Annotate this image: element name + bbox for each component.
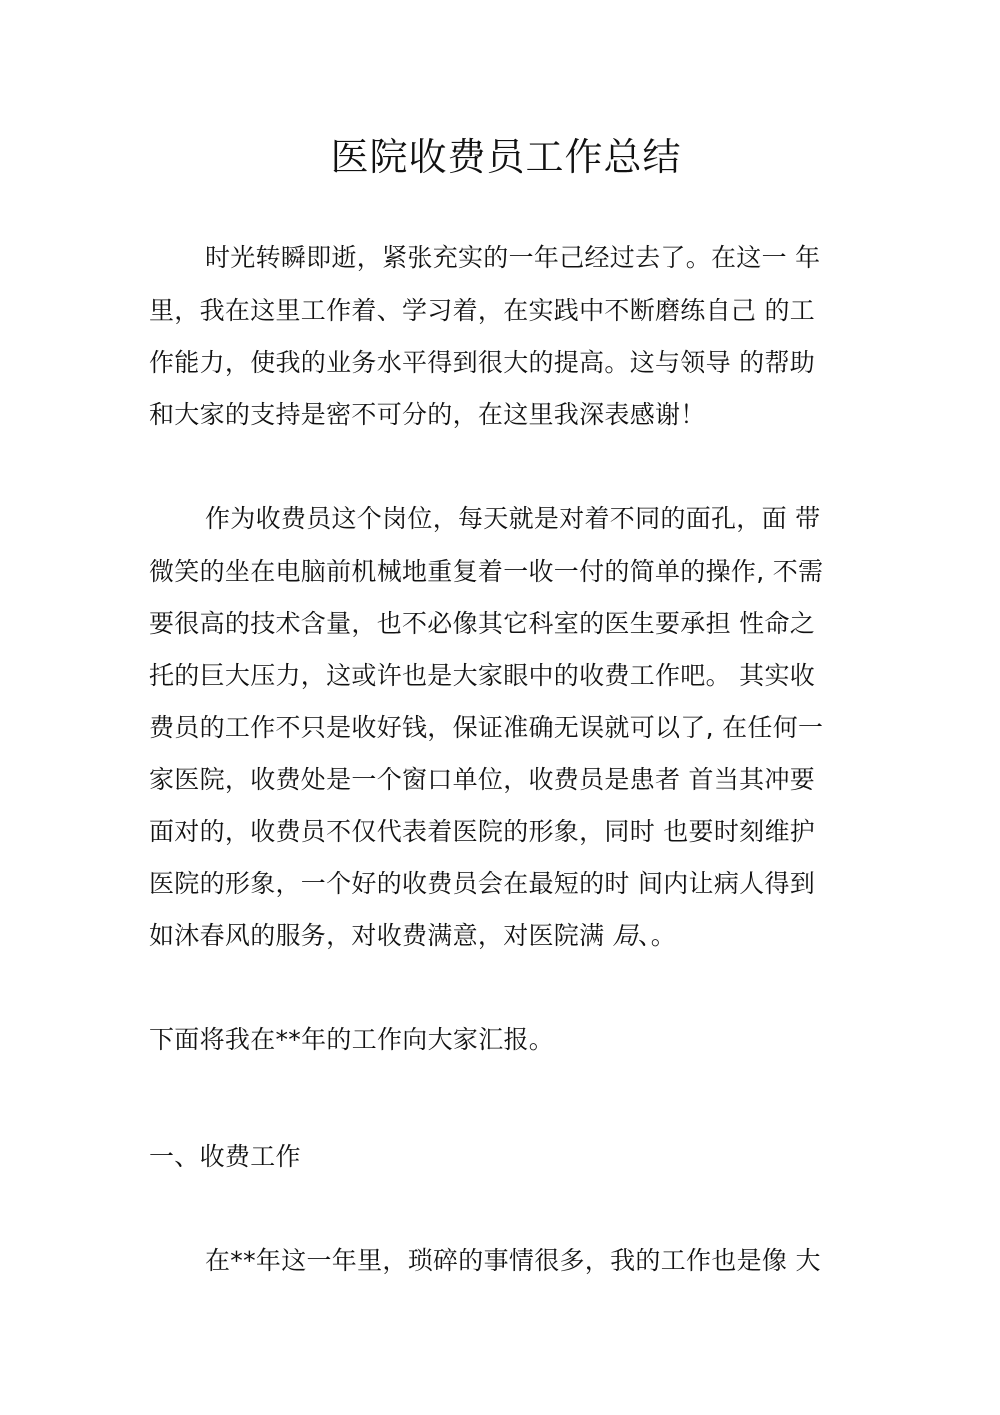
text-line: 时光转瞬即逝，紧张充实的一年己经过去了。在这一 年 <box>205 243 821 272</box>
italic-glyph: 局 <box>612 921 638 950</box>
text-line: 家医院，收费处是一个窗口单位，收费员是患者 首当其冲要 <box>149 765 816 794</box>
text-line: 费员的工作不只是收好钱，保证准确无误就可以了, 在任何一 <box>149 713 824 742</box>
text-line: 托的巨大压力，这或许也是大家眼中的收费工作吧。 其实收 <box>149 661 816 690</box>
text-line: 在**年这一年里，琐碎的事情很多，我的工作也是像 大 <box>205 1246 821 1275</box>
text-line: 要很高的技术含量，也不必像其它科室的医生要承担 性命之 <box>149 609 816 638</box>
text-line: 下面将我在**年的工作向大家汇报。 <box>149 1025 555 1054</box>
text-line-last <box>149 919 861 953</box>
section-heading: 一、收费工作 <box>149 1142 301 1171</box>
text-line: 和大家的支持是密不可分的，在这里我深表感谢！ <box>149 400 706 429</box>
text-line: 作能力，使我的业务水平得到很大的提高。这与领导 的帮助 <box>149 348 816 377</box>
text-line: 微笑的坐在电脑前机械地重复着一收一付的简单的操作, 不需 <box>149 557 824 586</box>
text-line: 面对的，收费员不仅代表着医院的形象，同时 也要时刻维护 <box>149 817 816 846</box>
text-line-body: 如沐春风的服务，对收费满意，对医院满 <box>149 921 613 950</box>
text-line: 医院的形象，一个好的收费员会在最短的时 间内让病人得到 <box>149 869 816 898</box>
text-line: 作为收费员这个岗位，每天就是对着不同的面孔，面 带 <box>205 504 821 533</box>
text-line: 里，我在这里工作着、学习着，在实践中不断磨练自己 的工 <box>149 296 816 325</box>
trailing-punctuation: 、。 <box>637 921 677 950</box>
document-title: 医院收费员工作总结 <box>330 135 682 179</box>
